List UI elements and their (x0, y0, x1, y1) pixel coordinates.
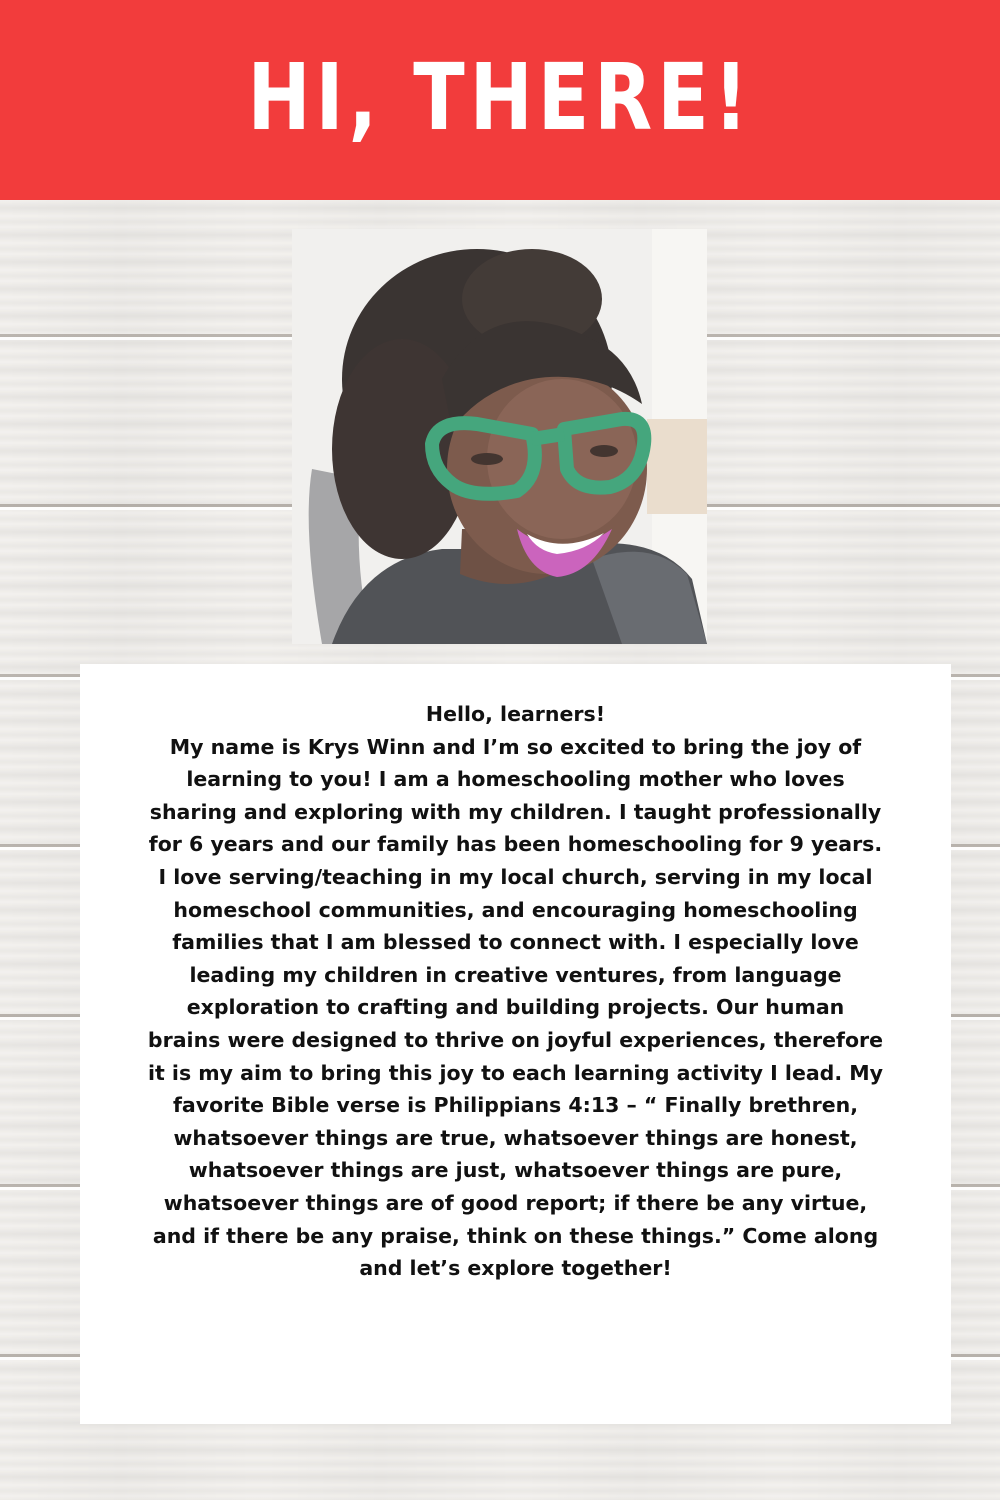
bio-line: whatsoever things are just, whatsoever things are pure, (188, 1158, 843, 1183)
bio-line: whatsoever things are of good report; if there be any virtue, (163, 1190, 868, 1215)
bio-text (80, 698, 951, 1285)
bio-line: I love serving/teaching in my local church, serving in my local (158, 864, 873, 889)
bio-line: My name is Krys Winn and I’m so excited to bring the joy of (169, 734, 862, 759)
bio-line: for 6 years and our family has been homeschooling for 9 years. (148, 832, 883, 857)
bio-line: brains were designed to thrive on joyful experiences, therefore (147, 1027, 884, 1052)
bio-line: learning to you! I am a homeschooling mother who loves (186, 767, 845, 792)
bio-line: homeschool communities, and encouraging homeschooling (173, 897, 858, 922)
page-title: HI, THERE! (247, 43, 753, 151)
bio-line: families that I am blessed to connect with. I especially love (172, 930, 859, 955)
bio-greeting: Hello, learners! (425, 702, 606, 726)
bio-line: and if there be any praise, think on these things.” Come along (152, 1223, 879, 1248)
bio-line: leading my children in creative ventures, from language (189, 962, 842, 987)
bio-line: whatsoever things are true, whatsoever things are honest, (173, 1125, 858, 1150)
bio-line: and let’s explore together! (359, 1256, 672, 1281)
bio-line: sharing and exploring with my children. I taught professionally (149, 799, 882, 824)
header-banner (0, 0, 1000, 200)
profile-photo (292, 229, 707, 644)
portrait-illustration (292, 229, 707, 644)
bio-line: it is my aim to bring this joy to each learning activity I lead. My (147, 1060, 884, 1085)
bio-line: exploration to crafting and building projects. Our human (186, 995, 845, 1020)
bio-card (80, 664, 951, 1424)
bio-line: favorite Bible verse is Philippians 4:13 – “ Finally brethren, (172, 1093, 858, 1118)
